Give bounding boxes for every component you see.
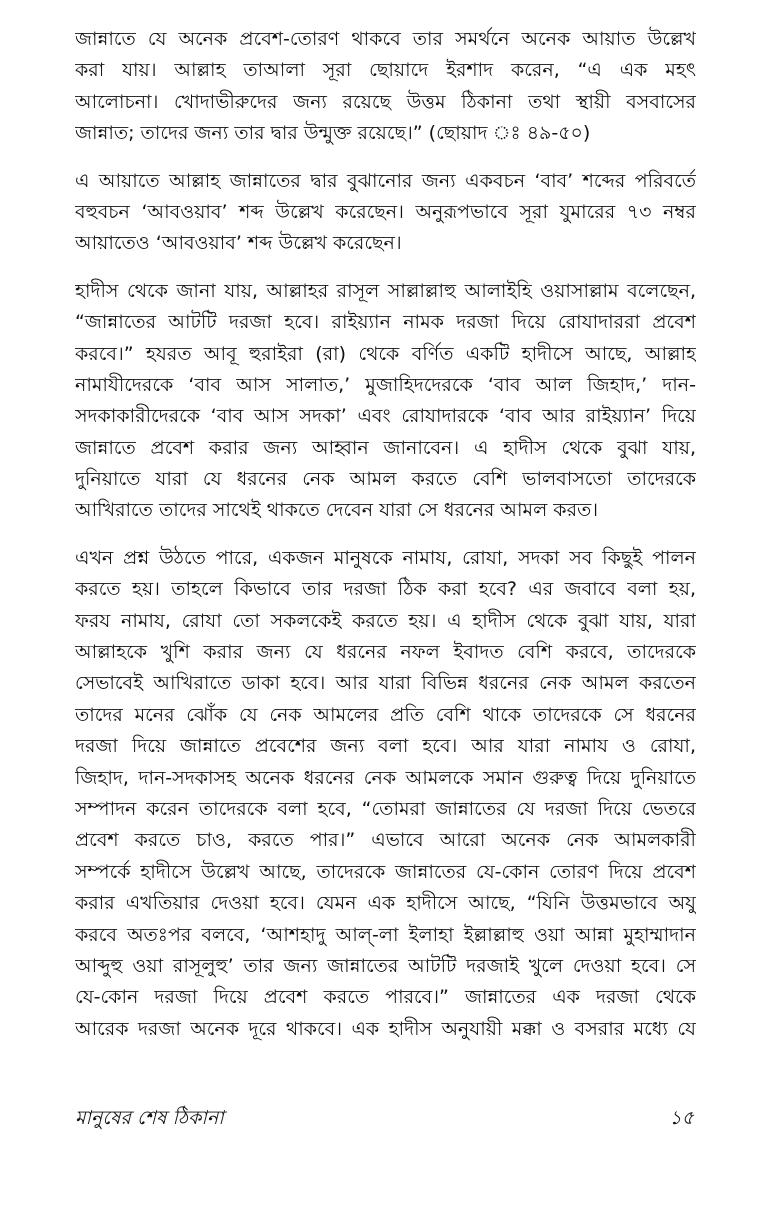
text-line: সম্পর্কে হাদীসে উল্লেখ আছে, তাদেরকে জান্নাতের যে-কোন তোরণ দিয়ে প্রবেশ	[75, 860, 696, 883]
text-line: দুনিয়াতে যারা যে ধরনের নেক আমল করতে বেশি ভালবাসতো তাদেরকে	[75, 468, 696, 491]
text-line: সম্পাদন করেন তাদেরকে বলা হবে, “তোমরা জান্নাতের যে দরজা দিয়ে ভেতরে	[75, 797, 696, 820]
text-line: যে-কোন দরজা দিয়ে প্রবেশ করতে পারবে।” জান্নাতের এক দরজা থেকে	[75, 986, 696, 1009]
text-line: আল্লাহকে খুশি করার জন্য যে ধরনের নফল ইবাদত বেশি করবে, তাদেরকে	[75, 641, 696, 664]
text-line: এ আয়াতে আল্লাহ জান্নাতের দ্বার বুঝানোর জন্য একবচন ‘বাব’ শব্দের পরিবর্তে	[75, 169, 696, 192]
page-number: ১৫	[669, 1107, 694, 1129]
text-line: জান্নাতে প্রবেশ করার জন্য আহ্বান জানাবেন। এ হাদীস থেকে বুঝা যায়,	[75, 436, 696, 459]
paragraph-4	[75, 543, 696, 1045]
text-line: করতে হয়। তাহলে কিভাবে তার দরজা ঠিক করা হবে? এর জবাবে বলা হয়,	[75, 578, 696, 601]
paragraph-1	[75, 24, 696, 150]
text-line: বহুবচন ‘আবওয়াব’ শব্দ উল্লেখ করেছেন। অনুরূপভাবে সূরা যুমারের ৭৩ নম্বর	[75, 200, 696, 223]
text-line: আয়াতেও ‘আবওয়াব’ শব্দ উল্লেখ করেছেন।	[75, 232, 402, 255]
text-line: করবে অতঃপর বলবে, ‘আশহাদু আল্-লা ইলাহা ইল্লাল্লাহু ওয়া আন্না মুহাম্মাদান	[75, 923, 696, 946]
body-text	[75, 24, 696, 1061]
text-line: সেভাবেই আখিরাতে ডাকা হবে। আর যারা বিভিন্ন ধরনের নেক আমল করতেন	[75, 672, 696, 695]
text-line: জান্নাত; তাদের জন্য তার দ্বার উন্মুক্ত রয়েছে।” (ছোয়াদ ঃ ৪৯-৫০)	[75, 122, 591, 145]
text-line: এখন প্রশ্ন উঠতে পারে, একজন মানুষকে নামায, রোযা, সদকা সব কিছুই পালন	[75, 546, 696, 569]
paragraph-3	[75, 276, 696, 527]
text-line: প্রবেশ করতে চাও, করতে পার।” এভাবে আরো অনেক নেক আমলকারী	[75, 829, 696, 852]
text-line: করবে।” হযরত আবূ হুরাইরা (রা) থেকে বর্ণিত একটি হাদীসে আছে, আল্লাহ	[75, 342, 696, 365]
text-line: ফরয নামায, রোযা তো সকলকেই করতে হয়। এ হাদীস থেকে বুঝা যায়, যারা	[75, 609, 696, 632]
text-line: হাদীস থেকে জানা যায়, আল্লাহর রাসূল সাল্লাল্লাহু আলাইহি ওয়াসাল্লাম বলেছেন,	[75, 279, 696, 302]
text-line: জান্নাতে যে অনেক প্রবেশ-তোরণ থাকবে তার সমর্থনে অনেক আয়াত উল্লেখ	[75, 28, 696, 50]
text-line: তাদের মনের ঝোঁক যে নেক আমলের প্রতি বেশি থাকে তাদেরকে সে ধরনের	[75, 703, 696, 726]
text-line: আরেক দরজা অনেক দূরে থাকবে। এক হাদীস অনুযায়ী মক্কা ও বসরার মধ্যে যে	[75, 1017, 696, 1040]
text-line: আলোচনা। খোদাভীরুদের জন্য রয়েছে উত্তম ঠিকানা তথা স্থায়ী বসবাসের	[75, 90, 696, 113]
text-line: করা যায়। আল্লাহ তাআলা সূরা ছোয়াদে ইরশাদ করেন, “এ এক মহৎ	[75, 59, 696, 82]
page-footer	[75, 1103, 696, 1133]
text-line: সদকাকারীদেরকে ‘বাব আস সদকা’ এবং রোযাদারকে ‘বাব আর রাইয়্যান’ দিয়ে	[75, 405, 696, 428]
text-line: আব্দুহু ওয়া রাসূলুহু’ তার জন্য জান্নাতের আটটি দরজাই খুলে দেওয়া হবে। সে	[75, 954, 696, 977]
text-line: নামাযীদেরকে ‘বাব আস সালাত,’ মুজাহিদদেরকে ‘বাব আল জিহাদ,’ দান-	[75, 373, 696, 396]
text-line: “জান্নাতের আটটি দরজা হবে। রাইয়্যান নামক দরজা দিয়ে রোযাদাররা প্রবেশ	[75, 311, 696, 334]
text-line: করার এখতিয়ার দেওয়া হবে। যেমন এক হাদীসে আছে, “যিনি উত্তমভাবে অযু	[75, 892, 696, 915]
running-footer-title: মানুষের শেষ ঠিকানা	[75, 1107, 224, 1129]
paragraph-2	[75, 166, 696, 260]
text-line: আখিরাতে তাদের সাথেই থাকতে দেবেন যারা সে ধরনের আমল করত।	[75, 499, 599, 522]
text-line: দরজা দিয়ে জান্নাতে প্রবেশের জন্য বলা হবে। আর যারা নামায ও রোযা,	[75, 735, 696, 758]
text-line: জিহাদ, দান-সদকাসহ অনেক ধরনের নেক আমলকে সমান গুরুত্ব দিয়ে দুনিয়াতে	[75, 766, 696, 789]
